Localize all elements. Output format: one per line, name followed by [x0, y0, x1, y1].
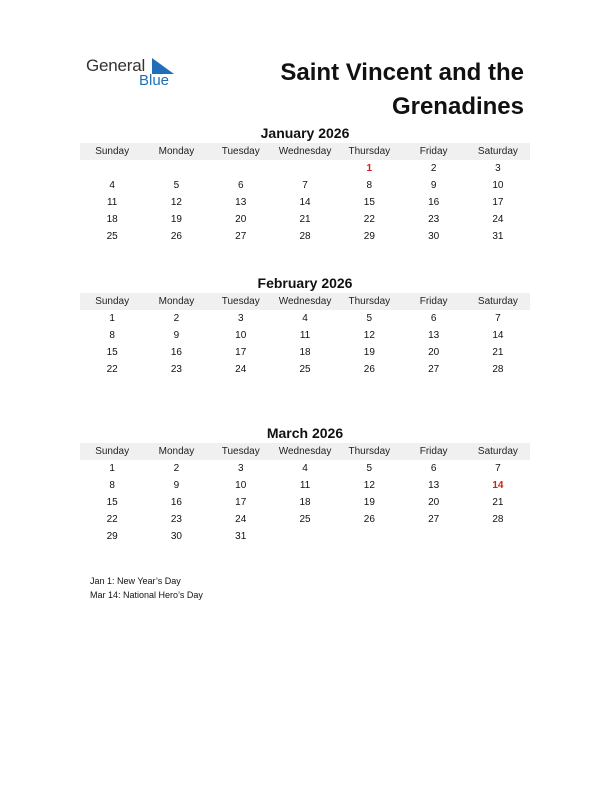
day-cell: 25 [106, 231, 118, 242]
week-row [80, 310, 530, 327]
day-cell: 13 [428, 480, 440, 491]
day-cell: 7 [302, 180, 308, 191]
day-cell: 26 [170, 231, 182, 242]
day-cell: 6 [430, 463, 437, 474]
day-cell: 7 [495, 313, 501, 324]
day-cell: 3 [237, 313, 244, 324]
day-cell: 12 [363, 330, 375, 341]
weekday-header: Wednesday [278, 296, 332, 307]
holiday-notes [90, 574, 203, 602]
day-cell: 2 [173, 313, 180, 324]
weekday-header: Friday [419, 146, 448, 157]
empty-day-cell [401, 528, 465, 545]
day-cell: 9 [430, 180, 437, 191]
weekday-header-row [80, 143, 530, 160]
weekday-header: Tuesday [221, 146, 260, 157]
day-cell: 21 [299, 214, 311, 225]
day-cell: 9 [173, 480, 180, 491]
day-cell: 11 [299, 330, 311, 341]
day-cell: 3 [495, 163, 501, 174]
day-cell: 1 [366, 163, 373, 174]
day-cell: 20 [235, 214, 247, 225]
day-cell: 18 [299, 497, 311, 508]
page-title [204, 56, 524, 124]
day-cell: 31 [235, 531, 247, 542]
week-row [80, 494, 530, 511]
logo-word-blue: Blue [139, 72, 170, 89]
empty-day-cell [273, 160, 337, 177]
day-cell: 22 [106, 514, 118, 525]
day-cell: 17 [235, 347, 247, 358]
weekday-header-row [80, 443, 530, 460]
holiday-note: Mar 14: National Hero’s Day [90, 590, 203, 600]
empty-day-cell [80, 160, 144, 177]
week-row [80, 327, 530, 344]
weekday-header: Thursday [348, 146, 391, 157]
month-title: March 2026 [266, 425, 344, 441]
month-january [80, 124, 530, 245]
day-cell: 13 [428, 330, 440, 341]
weekday-header: Friday [419, 446, 448, 457]
day-cell: 28 [492, 514, 504, 525]
day-cell: 31 [492, 231, 504, 242]
weekday-header: Friday [419, 296, 448, 307]
day-cell: 16 [170, 347, 182, 358]
day-cell: 18 [299, 347, 311, 358]
day-cell: 4 [302, 463, 308, 474]
day-cell: 27 [428, 514, 440, 525]
day-cell: 26 [363, 364, 375, 375]
day-cell: 22 [106, 364, 118, 375]
day-cell: 27 [428, 364, 440, 375]
day-cell: 15 [106, 347, 118, 358]
day-cell: 25 [299, 364, 311, 375]
page-title-line2: Grenadines [391, 93, 524, 120]
day-cell: 10 [235, 330, 247, 341]
weekday-header: Thursday [348, 446, 391, 457]
day-cell: 23 [170, 364, 182, 375]
day-cell: 20 [428, 497, 440, 508]
weekday-header: Saturday [477, 296, 518, 307]
day-cell: 6 [430, 313, 437, 324]
week-row [80, 228, 530, 245]
holiday-note: Jan 1: New Year’s Day [90, 576, 181, 586]
weekday-header-row [80, 293, 530, 310]
day-cell: 9 [173, 330, 180, 341]
day-cell: 30 [170, 531, 182, 542]
day-cell: 29 [363, 231, 375, 242]
week-row [80, 511, 530, 528]
day-cell: 11 [299, 480, 311, 491]
month-february [80, 274, 530, 378]
day-cell: 15 [363, 197, 375, 208]
month-title: February 2026 [257, 275, 353, 291]
day-cell: 16 [428, 197, 440, 208]
day-cell: 2 [430, 163, 437, 174]
day-cell: 19 [363, 347, 375, 358]
day-cell: 5 [173, 180, 180, 191]
day-cell: 4 [302, 313, 308, 324]
week-row [80, 211, 530, 228]
empty-day-cell [144, 160, 208, 177]
weekday-header: Saturday [477, 446, 518, 457]
week-row [80, 477, 530, 494]
day-cell: 10 [235, 480, 247, 491]
weekday-header: Monday [158, 146, 195, 157]
weekday-header: Tuesday [221, 446, 260, 457]
day-cell: 8 [109, 480, 115, 491]
day-cell: 29 [106, 531, 118, 542]
day-cell: 4 [109, 180, 115, 191]
day-cell: 14 [492, 330, 504, 341]
weekday-header: Sunday [95, 296, 130, 307]
weekday-header: Thursday [348, 296, 391, 307]
day-cell: 27 [235, 231, 247, 242]
month-title: January 2026 [260, 125, 350, 141]
week-row [80, 177, 530, 194]
week-row [80, 361, 530, 378]
generalblue-logo [86, 56, 196, 96]
day-cell: 19 [170, 214, 182, 225]
day-cell: 21 [492, 347, 504, 358]
weekday-header: Wednesday [278, 146, 332, 157]
day-cell: 16 [170, 497, 182, 508]
empty-day-cell [209, 160, 273, 177]
weekday-header: Sunday [95, 146, 130, 157]
weekday-header: Wednesday [278, 446, 332, 457]
day-cell: 3 [237, 463, 244, 474]
day-cell: 1 [109, 313, 115, 324]
weekday-header: Monday [158, 446, 195, 457]
day-cell: 1 [109, 463, 115, 474]
day-cell: 13 [235, 197, 247, 208]
empty-day-cell [466, 528, 530, 545]
day-cell: 26 [363, 514, 375, 525]
day-cell: 8 [366, 180, 373, 191]
day-cell: 17 [235, 497, 247, 508]
day-cell: 10 [492, 180, 504, 191]
day-cell: 21 [492, 497, 504, 508]
day-cell: 14 [299, 197, 311, 208]
week-row [80, 344, 530, 361]
day-cell: 5 [366, 463, 373, 474]
empty-day-cell [337, 528, 401, 545]
week-row [80, 528, 530, 545]
week-row [80, 460, 530, 477]
day-cell: 12 [363, 480, 375, 491]
day-cell: 24 [235, 364, 247, 375]
day-cell: 20 [428, 347, 440, 358]
weekday-header: Monday [158, 296, 195, 307]
weekday-header: Sunday [95, 446, 130, 457]
day-cell: 19 [363, 497, 375, 508]
day-cell: 28 [299, 231, 311, 242]
day-cell: 2 [173, 463, 180, 474]
day-cell: 24 [492, 214, 504, 225]
day-cell: 6 [237, 180, 244, 191]
day-cell: 24 [235, 514, 247, 525]
day-cell: 12 [170, 197, 182, 208]
week-row [80, 160, 530, 177]
day-cell: 23 [170, 514, 182, 525]
day-cell: 30 [428, 231, 440, 242]
day-cell: 7 [495, 463, 501, 474]
day-cell: 17 [492, 197, 504, 208]
day-cell: 23 [428, 214, 440, 225]
day-cell: 28 [492, 364, 504, 375]
day-cell: 22 [363, 214, 375, 225]
day-cell: 25 [299, 514, 311, 525]
logo-word-general: General [86, 56, 146, 75]
day-cell: 18 [106, 214, 118, 225]
day-cell: 8 [109, 330, 115, 341]
week-row [80, 194, 530, 211]
day-cell: 14 [492, 480, 504, 491]
page-title-line1: Saint Vincent and the [280, 59, 524, 86]
weekday-header: Tuesday [221, 296, 260, 307]
day-cell: 11 [106, 197, 118, 208]
day-cell: 15 [106, 497, 118, 508]
weekday-header: Saturday [477, 146, 518, 157]
empty-day-cell [273, 528, 337, 545]
month-march [80, 424, 530, 545]
day-cell: 5 [366, 313, 373, 324]
